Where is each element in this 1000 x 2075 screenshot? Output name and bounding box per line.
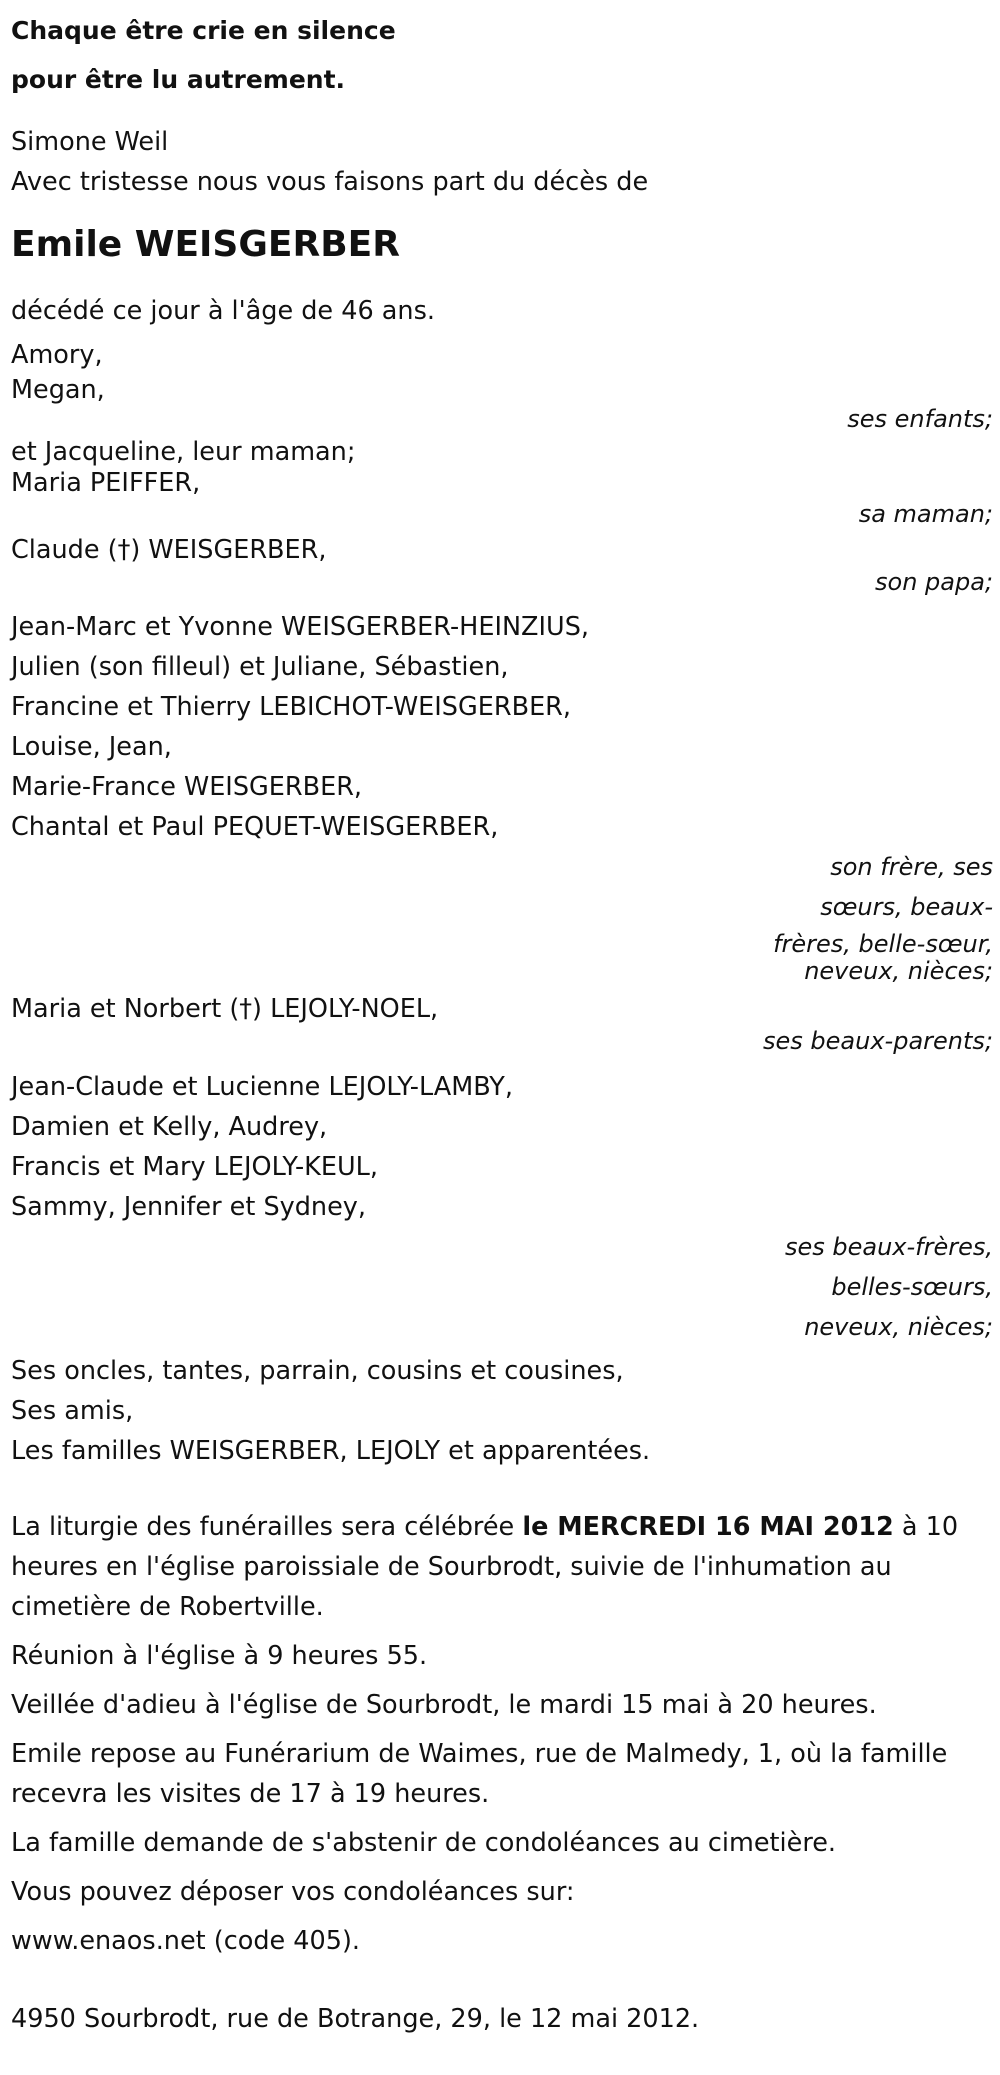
- siblings-in-law-relation-line: neveux, nièces;: [804, 1313, 993, 1341]
- footer-address: 4950 Sourbrodt, rue de Botrange, 29, le 12 mai 2012.: [11, 2004, 700, 2034]
- sibling-name: Francine et Thierry LEBICHOT-WEISGERBER,: [11, 692, 572, 722]
- funeral-liturgy: [11, 1507, 993, 1627]
- quote-author: Simone Weil: [11, 127, 169, 157]
- siblings-relation-line: frères, belle-sœur,: [773, 930, 993, 958]
- family-siblings: [11, 607, 993, 985]
- father-names: [11, 533, 993, 567]
- funeral-vigil: Veillée d'adieu à l'église de Sourbrodt, le mardi 15 mai à 20 heures.: [11, 1690, 877, 1720]
- father-name: Claude (†) WEISGERBER,: [11, 535, 327, 565]
- parents-in-law-names: [11, 993, 993, 1025]
- mother-name: et Jacqueline, leur maman;: [11, 437, 356, 467]
- child-name: Megan,: [11, 375, 105, 405]
- condolences-website: www.enaos.net (code 405).: [11, 1926, 361, 1956]
- family-mother: [11, 437, 993, 529]
- siblings-relation-line: son frère, ses: [830, 853, 993, 881]
- mother-relation: sa maman;: [858, 500, 993, 528]
- siblings-relation-line: sœurs, beaux-: [820, 893, 993, 921]
- family-siblings-in-law: [11, 1067, 993, 1347]
- parents-in-law-relation: ses beaux-parents;: [763, 1027, 993, 1055]
- condolences-text: Vous pouvez déposer vos condoléances sur:: [11, 1877, 575, 1907]
- siblings-in-law-relation: [763, 1227, 993, 1347]
- family-parents-in-law: [11, 993, 993, 1057]
- sibling-name: Louise, Jean,: [11, 732, 172, 762]
- siblings-relation: [763, 847, 993, 985]
- siblings-names: [11, 607, 993, 847]
- funeral-meeting: Réunion à l'église à 9 heures 55.: [11, 1641, 428, 1671]
- liturgy-text-start: La liturgie des funérailles sera célébrée: [11, 1512, 523, 1542]
- mother-name: Maria PEIFFER,: [11, 468, 201, 498]
- siblings-in-law-relation-line: belles-sœurs,: [831, 1273, 993, 1301]
- sibling-name: Julien (son filleul) et Juliane, Sébastien,: [11, 652, 509, 682]
- children-relation: ses enfants;: [847, 405, 993, 433]
- siblings-in-law-names: [11, 1067, 993, 1227]
- family-others: [11, 1351, 993, 1471]
- funeral-request: La famille demande de s'abstenir de condoléances au cimetière.: [11, 1828, 837, 1858]
- family-children: [11, 335, 993, 433]
- liturgy-text-end: à 10 heures en l'église paroissiale de Sourbrodt, suivie de l'inhumation au cimetière de Robertville.: [11, 1512, 959, 1622]
- family-father: [11, 533, 993, 597]
- death-notice: [11, 6, 993, 2039]
- sibling-name: Chantal et Paul PEQUET-WEISGERBER,: [11, 812, 499, 842]
- parent-in-law-name: Maria et Norbert (†) LEJOLY-NOEL,: [11, 994, 439, 1024]
- intro-text: Avec tristesse nous vous faisons part du décès de: [11, 167, 649, 197]
- quote-line-2: pour être lu autrement.: [11, 65, 346, 94]
- age-line: décédé ce jour à l'âge de 46 ans.: [11, 296, 435, 326]
- child-name: Amory,: [11, 340, 103, 370]
- funeral-date: le MERCREDI 16 MAI 2012: [522, 1512, 894, 1542]
- siblings-relation-line: neveux, nièces;: [804, 957, 993, 985]
- sibling-in-law-name: Francis et Mary LEJOLY-KEUL,: [11, 1152, 378, 1182]
- sibling-in-law-name: Damien et Kelly, Audrey,: [11, 1112, 328, 1142]
- quote-line-1: Chaque être crie en silence: [11, 16, 396, 45]
- funeral-rest: Emile repose au Funérarium de Waimes, rue de Malmedy, 1, où la famille recevra les visites de 17 à 19 heures.: [11, 1739, 948, 1809]
- children-names: [11, 335, 993, 405]
- sibling-in-law-name: Sammy, Jennifer et Sydney,: [11, 1192, 366, 1222]
- sibling-in-law-name: Jean-Claude et Lucienne LEJOLY-LAMBY,: [11, 1072, 513, 1102]
- siblings-in-law-relation-line: ses beaux-frères,: [784, 1233, 993, 1261]
- deceased-name: Emile WEISGERBER: [11, 224, 400, 265]
- others-line: Ses oncles, tantes, parrain, cousins et cousines,: [11, 1356, 624, 1386]
- others-line: Ses amis,: [11, 1396, 134, 1426]
- mother-names: [11, 437, 993, 499]
- sibling-name: Marie-France WEISGERBER,: [11, 772, 363, 802]
- quote: [11, 6, 993, 104]
- father-relation: son papa;: [875, 568, 993, 596]
- others-line: Les familles WEISGERBER, LEJOLY et apparentées.: [11, 1436, 651, 1466]
- sibling-name: Jean-Marc et Yvonne WEISGERBER-HEINZIUS,: [11, 612, 589, 642]
